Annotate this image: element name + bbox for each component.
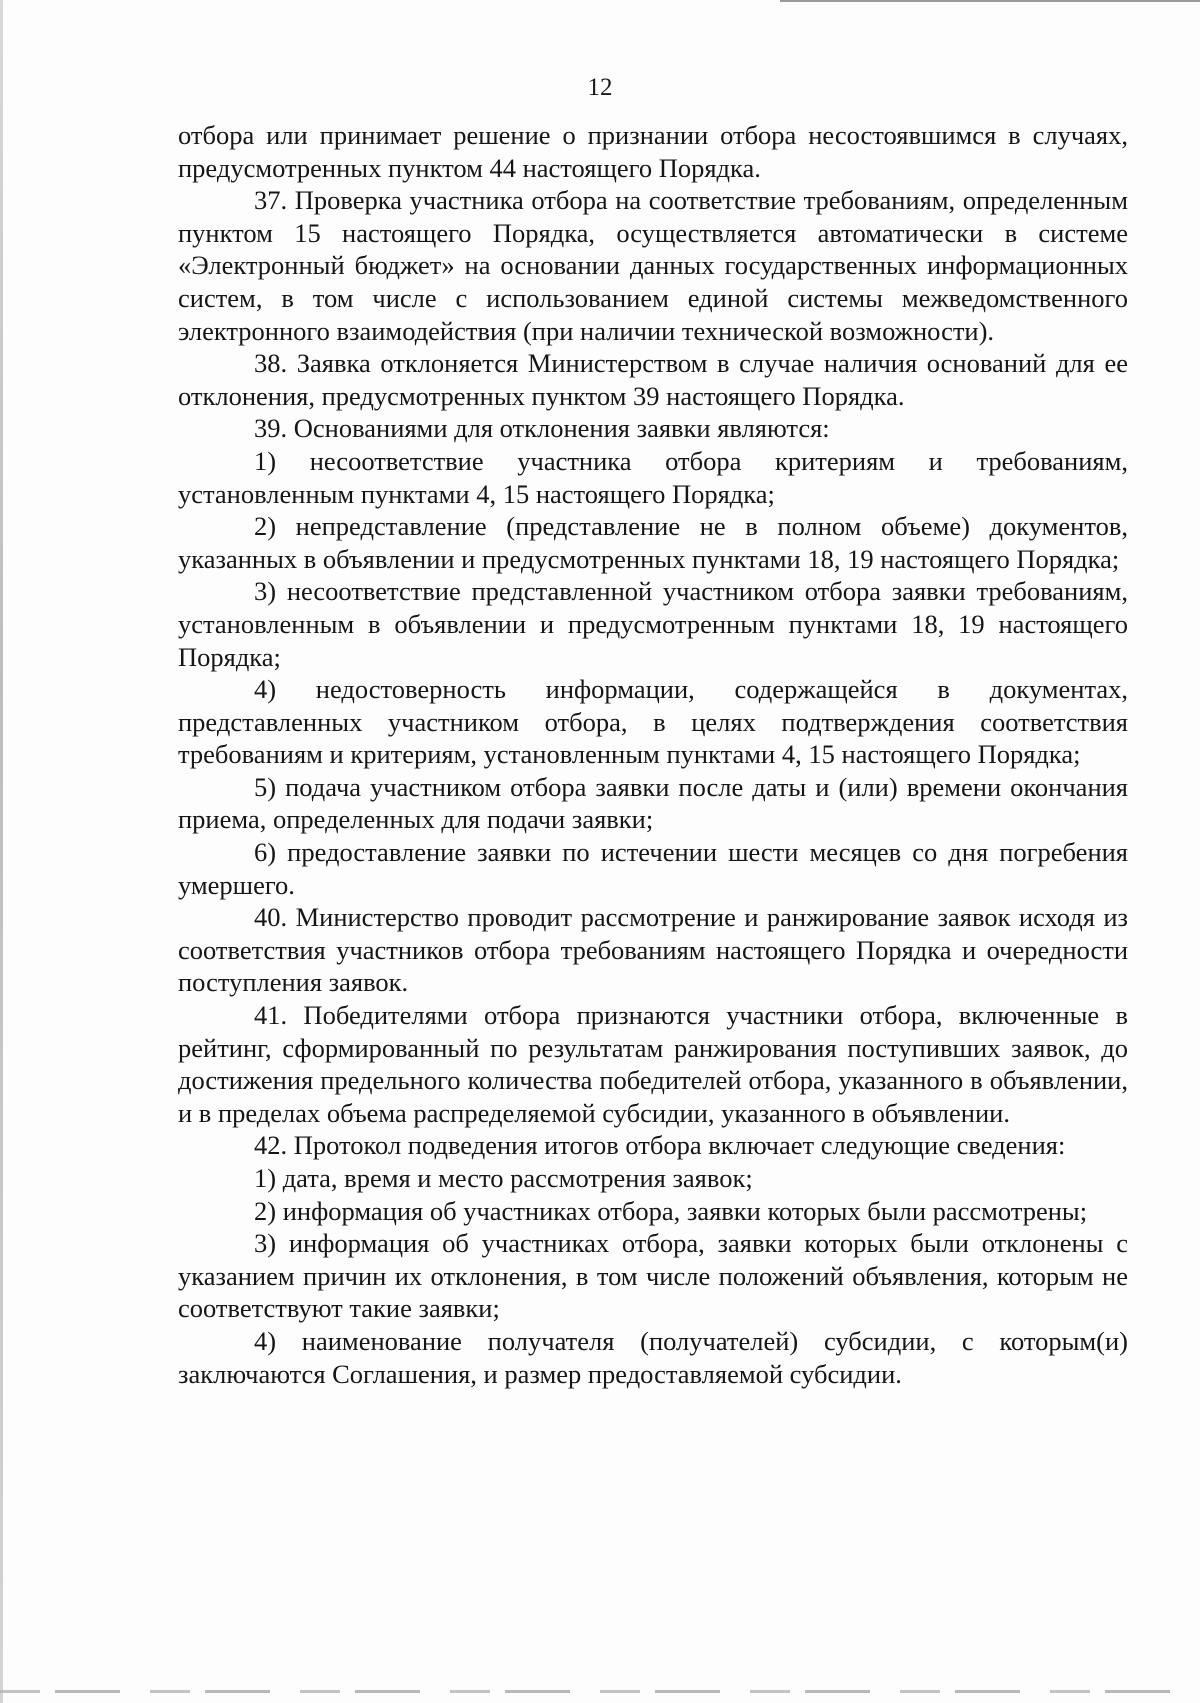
list-item-39-3: 3) несоответствие представленной участником отбора заявки требованиям, установленным в объявлении и предусмотренным пунктами 18, 19 настоящего Порядка;	[178, 576, 1128, 672]
paragraph-37: 37. Проверка участника отбора на соответствие требованиям, определенным пунктом 15 настоящего Порядка, осуществляется автоматически в системе «Электронный бюджет» на основании данных государственных информационных систем, в том числе с использованием единой системы межведомственного электронного взаимодействия (при наличии технической возможности).	[178, 185, 1128, 346]
scan-edge-bottom	[0, 1690, 1200, 1693]
list-item-39-2: 2) непредставление (представление не в полном объеме) документов, указанных в объявлении и предусмотренных пунктами 18, 19 настоящего Порядка;	[178, 511, 1128, 574]
paragraph-40: 40. Министерство проводит рассмотрение и ранжирование заявок исходя из соответствия участников отбора требованиям настоящего Порядка и очередности поступления заявок.	[178, 902, 1128, 998]
list-item-39-5: 5) подача участником отбора заявки после даты и (или) времени окончания приема, определенных для подачи заявки;	[178, 771, 1128, 835]
list-item-39-1: 1) несоответствие участника отбора критериям и требованиям, установленным пунктами 4, 15 настоящего Порядка;	[178, 445, 1128, 509]
scan-edge-left	[0, 0, 3, 1703]
list-item-42-3: 3) информация об участниках отбора, заявки которых были отклонены с указанием причин их отклонения, в том числе положений объявления, которым не соответствуют такие заявки;	[178, 1228, 1128, 1324]
list-item-39-4: 4) недостоверность информации, содержащейся в документах, представленных участником отбора, в целях подтверждения соответствия требованиям и критериям, установленным пунктами 4, 15 настоящего Порядка;	[178, 674, 1128, 770]
document-body	[178, 119, 1128, 1390]
scan-edge-top	[780, 0, 1200, 2]
list-item-42-4: 4) наименование получателя (получателей) субсидии, с которым(и) заключаются Соглашения, и размер предоставляемой субсидии.	[178, 1325, 1128, 1389]
list-item-42-2: 2) информация об участниках отбора, заявки которых были рассмотрены;	[254, 1195, 1088, 1226]
page-number: 12	[587, 74, 613, 101]
list-item-39-6: 6) предоставление заявки по истечении шести месяцев со дня погребения умершего.	[178, 837, 1128, 900]
list-item-42-1: 1) дата, время и место рассмотрения заявок;	[254, 1163, 753, 1193]
paragraph-continuation: отбора или принимает решение о признании отбора несостоявшимся в случаях, предусмотренных пунктом 44 настоящего Порядка.	[178, 120, 1128, 183]
paragraph-39: 39. Основаниями для отклонения заявки являются:	[254, 413, 830, 444]
paragraph-41: 41. Победителями отбора признаются участники отбора, включенные в рейтинг, сформированный по результатам ранжирования поступивших заявок, до достижения предельного количества победителей отбора, указанного в объявлении, и в пределах объема распределяемой субсидии, указанного в объявлении.	[178, 1000, 1128, 1128]
paragraph-42: 42. Протокол подведения итогов отбора включает следующие сведения:	[254, 1130, 1066, 1161]
paragraph-38: 38. Заявка отклоняется Министерством в случае наличия оснований для ее отклонения, предусмотренных пунктом 39 настоящего Порядка.	[178, 348, 1128, 411]
